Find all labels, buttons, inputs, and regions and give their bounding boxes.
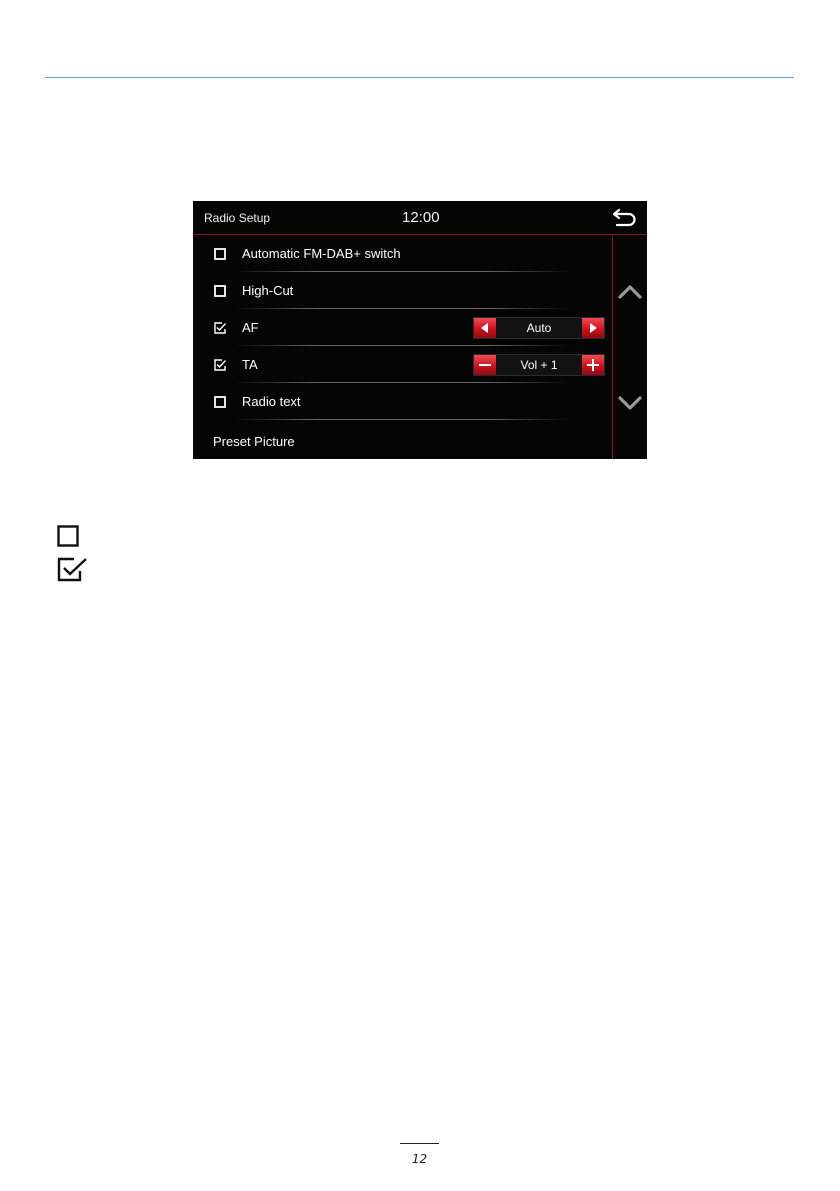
setting-label: Automatic FM-DAB+ switch [242, 246, 401, 261]
chevron-down-icon [617, 393, 643, 413]
row-divider [233, 419, 571, 420]
setting-row-radio-text[interactable] [193, 383, 611, 420]
clock: 12:00 [402, 209, 440, 226]
setting-row-high-cut[interactable] [193, 272, 611, 309]
triangle-left-icon [474, 318, 496, 338]
chevron-up-icon [617, 282, 643, 302]
af-value: Auto [526, 321, 552, 335]
af-selector [473, 317, 605, 339]
checkbox-empty-icon[interactable] [214, 285, 226, 297]
scroll-up-button[interactable] [617, 282, 643, 302]
checkbox-checked-icon[interactable] [214, 322, 226, 334]
ta-volume-value: Vol + 1 [520, 358, 558, 372]
screen-title: Radio Setup [204, 211, 271, 225]
back-button[interactable] [611, 206, 639, 230]
back-arrow-icon [611, 206, 639, 230]
side-divider [612, 235, 613, 459]
plus-icon [582, 355, 604, 375]
checkbox-checked-icon[interactable] [214, 359, 226, 371]
triangle-right-icon [582, 318, 604, 338]
checkbox-checked-icon [57, 557, 89, 583]
setting-label: Radio text [242, 394, 301, 409]
footer-rule [400, 1143, 439, 1144]
af-next-button[interactable] [582, 318, 604, 338]
ta-volume-decrease-button[interactable] [474, 355, 496, 375]
ta-volume-increase-button[interactable] [582, 355, 604, 375]
minus-icon [474, 355, 496, 375]
radio-setup-screen [193, 201, 647, 459]
setting-label: AF [242, 320, 259, 335]
header-rule [45, 77, 794, 78]
setting-label: TA [242, 357, 258, 372]
scroll-down-button[interactable] [617, 393, 643, 413]
setting-row-fm-dab-switch[interactable] [193, 235, 611, 272]
checkbox-empty-icon[interactable] [214, 396, 226, 408]
ta-volume-stepper [473, 354, 605, 376]
preset-picture-item[interactable]: Preset Picture [213, 434, 295, 449]
setting-label: High-Cut [242, 283, 294, 298]
setting-row-ta[interactable] [193, 346, 611, 383]
checkbox-empty-icon[interactable] [214, 248, 226, 260]
screen-header [193, 201, 647, 235]
setting-row-af[interactable] [193, 309, 611, 346]
af-previous-button[interactable] [474, 318, 496, 338]
page-number: 12 [411, 1152, 428, 1166]
checkbox-empty-icon [57, 525, 79, 547]
